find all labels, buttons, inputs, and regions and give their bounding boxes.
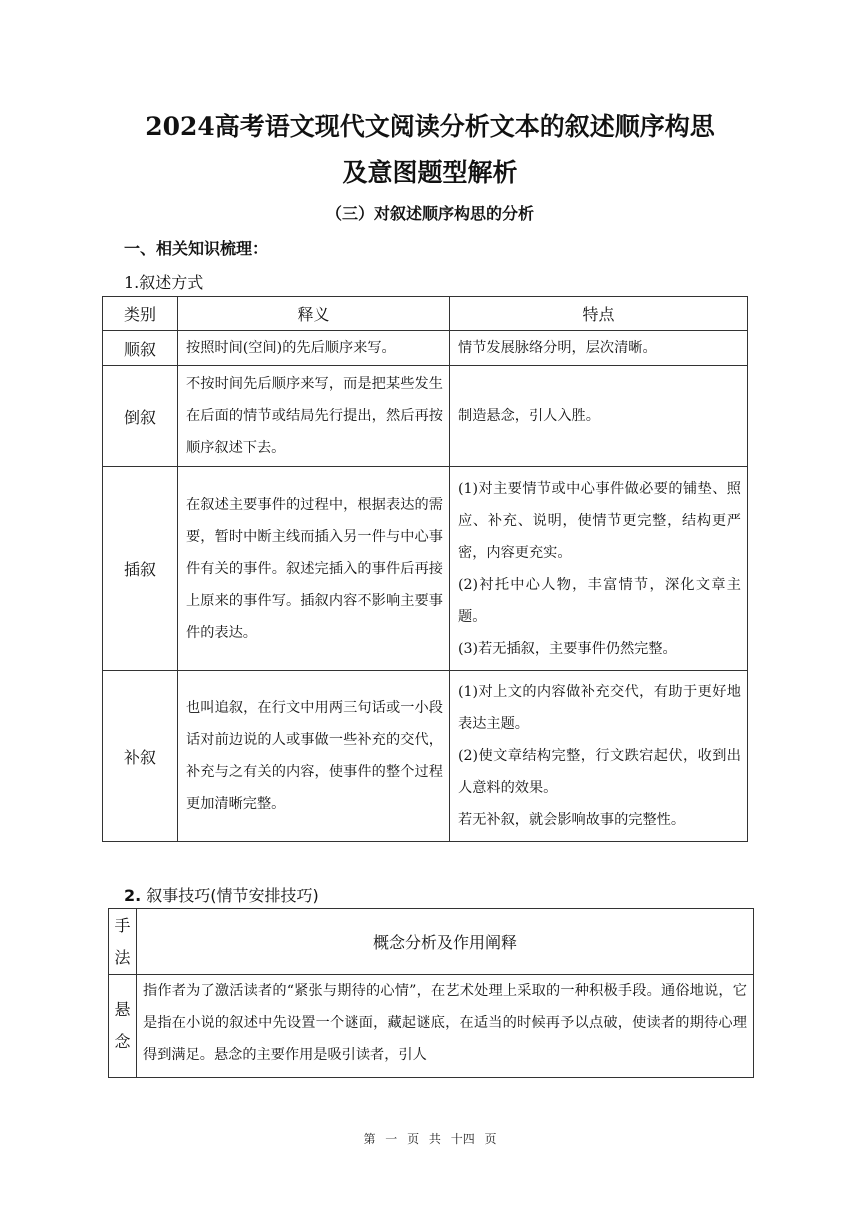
- subsection-number: 2.: [124, 886, 142, 905]
- row-category: 补叙: [103, 671, 178, 842]
- row-category: 顺叙: [103, 331, 178, 366]
- header-features: 特点: [450, 297, 748, 331]
- table-row: [103, 671, 748, 842]
- narrative-techniques-table: [108, 908, 754, 1078]
- section-heading: 一、相关知识梳理：: [124, 239, 269, 258]
- table-header-row: [109, 909, 754, 975]
- feature-item: (2)衬托中心人物，丰富情节，深化文章主题。: [458, 576, 741, 625]
- subsection-text: 叙事技巧(情节安排技巧): [141, 886, 319, 905]
- row-meaning: 也叫追叙，在行文中用两三句话或一小段话对前边说的人或事做一些补充的交代，补充与之有关的内容，使事件的整个过程更加清晰完整。: [178, 671, 450, 842]
- page-footer: 第 一 页 共 十四 页: [363, 1132, 497, 1146]
- section-subtitle: （三）对叙述顺序构思的分析: [325, 204, 534, 223]
- row-meaning: 按照时间(空间)的先后顺序来写。: [178, 331, 450, 366]
- subsection-heading-2: [124, 883, 319, 906]
- feature-item: (1)对上文的内容做补充交代，有助于更好地表达主题。: [458, 684, 741, 732]
- feature-item: (2)使文章结构完整，行文跌宕起伏，收到出人意料的效果。: [458, 748, 741, 796]
- table-row: [103, 467, 748, 671]
- document-title-line2: 及意图题型解析: [342, 158, 518, 187]
- narrative-methods-table: [102, 296, 748, 842]
- table-row: [103, 331, 748, 366]
- row-features: [450, 467, 748, 671]
- row-technique: 悬念: [109, 975, 137, 1078]
- subsection-heading-1: [124, 270, 203, 293]
- table-row: [103, 366, 748, 467]
- feature-item: (1)对主要情节或中心事件做必要的铺垫、照应、补充、说明，使情节更完整，结构更严密，内容更充实。: [458, 480, 741, 561]
- table-header-row: [103, 297, 748, 331]
- row-features: 情节发展脉络分明，层次清晰。: [450, 331, 748, 366]
- row-category: 倒叙: [103, 366, 178, 467]
- subsection-number: 1.: [124, 273, 140, 292]
- header-category: 类别: [103, 297, 178, 331]
- row-features: [450, 671, 748, 842]
- subsection-text: 叙述方式: [139, 273, 204, 292]
- document-title-line1: 2024高考语文现代文阅读分析文本的叙述顺序构思: [145, 112, 715, 141]
- row-meaning: 不按时间先后顺序来写，而是把某些发生在后面的情节或结局先行提出，然后再按顺序叙述下去。: [178, 366, 450, 467]
- row-category: 插叙: [103, 467, 178, 671]
- header-technique: 手法: [109, 909, 137, 975]
- feature-item: (3)若无插叙，主要事件仍然完整。: [458, 640, 677, 657]
- header-explanation: 概念分析及作用阐释: [137, 909, 754, 975]
- row-explanation: 指作者为了激活读者的“紧张与期待的心情”，在艺术处理上采取的一种积极手段。通俗地说，它是指在小说的叙述中先设置一个谜面，藏起谜底，在适当的时候再予以点破，使读者的期待心理得到满足。悬念的主要作用是吸引读者，引人: [137, 975, 754, 1078]
- feature-item: 若无补叙，就会影响故事的完整性。: [458, 812, 686, 828]
- row-meaning: 在叙述主要事件的过程中，根据表达的需要，暂时中断主线而插入另一件与中心事件有关的事件。叙述完插入的事件后再接上原来的事件写。插叙内容不影响主要事件的表达。: [178, 467, 450, 671]
- table-row: [109, 975, 754, 1078]
- header-meaning: 释义: [178, 297, 450, 331]
- row-features: 制造悬念，引人入胜。: [450, 366, 748, 467]
